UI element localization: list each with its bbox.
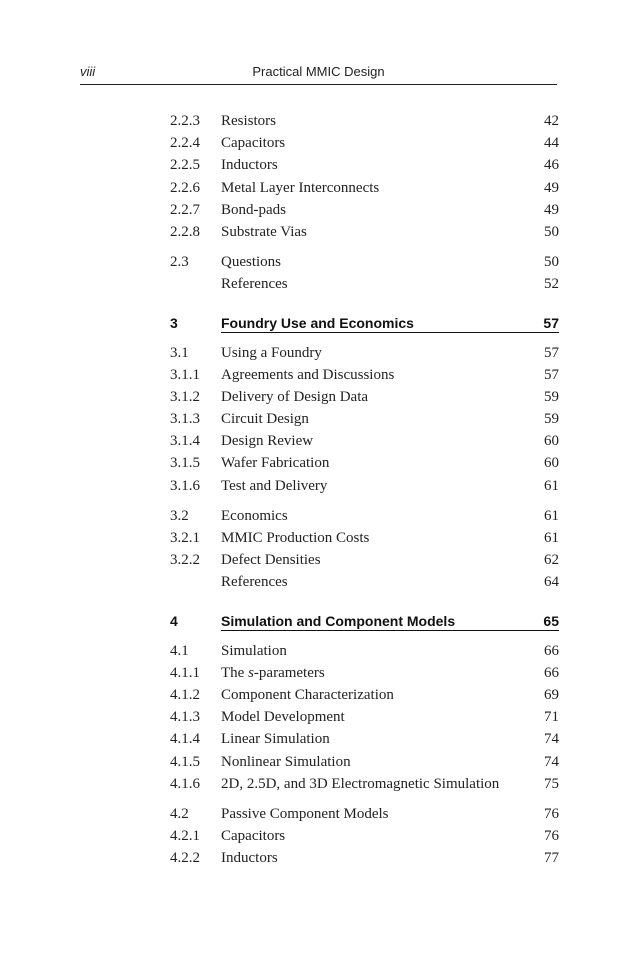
page-number: 60	[544, 433, 559, 450]
section-number: 2.2.7	[170, 201, 200, 218]
page-number: 61	[544, 477, 559, 494]
section-title: Test and Delivery	[221, 477, 328, 494]
page-number: 50	[544, 254, 559, 271]
section-number: 2.2.4	[170, 135, 200, 152]
section-number: 3.1.1	[170, 366, 200, 383]
section-title: Using a Foundry	[221, 344, 322, 361]
page-number: 44	[544, 135, 559, 152]
toc-entry	[170, 662, 559, 684]
section-title: References	[221, 276, 288, 293]
page-number: 57	[544, 366, 559, 383]
section-title	[221, 662, 325, 684]
section-title: Inductors	[221, 157, 278, 174]
page-number: 49	[544, 179, 559, 196]
toc-entry	[170, 221, 559, 243]
page-number: 77	[544, 850, 559, 867]
section-number: 3.1.5	[170, 455, 200, 472]
section-title: Design Review	[221, 433, 314, 450]
section-title: Agreements and Discussions	[221, 366, 395, 383]
section-number: 3.2.2	[170, 552, 200, 569]
page-number: 71	[544, 709, 559, 726]
section-number: 4.1.4	[170, 731, 200, 748]
section-number: 4.2	[170, 805, 189, 822]
toc-entry	[170, 452, 559, 474]
toc-entry	[170, 342, 559, 364]
section-title: Metal Layer Interconnects	[221, 179, 380, 196]
page-number: 64	[544, 574, 559, 591]
toc-entry	[170, 110, 559, 132]
section-number: 4.1.6	[170, 775, 200, 792]
toc-entry	[170, 825, 559, 847]
page-number: 76	[544, 828, 559, 845]
toc-entry	[170, 430, 559, 452]
section-title: Wafer Fabrication	[221, 455, 330, 472]
toc-entry	[170, 154, 559, 176]
section-title: Simulation	[221, 642, 287, 659]
page-number: 62	[544, 552, 559, 569]
page-number: 61	[544, 507, 559, 524]
chapter-number: 3	[170, 314, 178, 331]
section-number: 4.1.1	[170, 664, 200, 681]
toc-entry	[170, 505, 559, 527]
section-number: 3.1.3	[170, 411, 200, 428]
section-title: References	[221, 574, 288, 591]
section-title: Circuit Design	[221, 411, 309, 428]
page-number: 59	[544, 388, 559, 405]
toc-entry	[170, 386, 559, 408]
page-number: 76	[544, 805, 559, 822]
chapter-page-number: 65	[543, 612, 559, 629]
toc-entry	[170, 177, 559, 199]
section-number: 3.1.6	[170, 477, 200, 494]
toc-entry	[170, 408, 559, 430]
section-number: 3.1	[170, 344, 189, 361]
section-number: 2.2.5	[170, 157, 200, 174]
section-number: 2.2.6	[170, 179, 200, 196]
toc-entry	[170, 773, 559, 795]
running-header	[80, 62, 557, 85]
section-title: 2D, 2.5D, and 3D Electromagnetic Simulation	[221, 775, 500, 792]
toc-entry	[170, 364, 559, 386]
section-title: Passive Component Models	[221, 805, 389, 822]
section-number: 3.2.1	[170, 530, 200, 546]
section-title: Questions	[221, 254, 281, 271]
page-number: 74	[544, 753, 559, 770]
section-title: Capacitors	[221, 135, 286, 152]
section-number: 3.1.4	[170, 433, 200, 450]
section-number: 3.1.2	[170, 388, 200, 405]
section-title: Resistors	[221, 113, 277, 129]
toc-entry	[170, 132, 559, 154]
section-title: Delivery of Design Data	[221, 388, 369, 405]
title-suffix: -parameters	[253, 664, 325, 681]
title-italic-s: s	[248, 664, 254, 681]
running-title: Practical MMIC Design	[252, 64, 385, 79]
page-number: 49	[544, 201, 559, 218]
toc-entry	[170, 728, 559, 750]
page-number: 66	[544, 642, 559, 659]
title-prefix: The	[221, 664, 249, 681]
page-number: 61	[544, 530, 559, 546]
toc-entry	[170, 527, 559, 549]
section-title: MMIC Production Costs	[221, 530, 370, 546]
table-of-contents	[170, 110, 559, 869]
chapter-title: Simulation and Component Models	[221, 612, 456, 629]
chapter-title: Foundry Use and Economics	[221, 314, 414, 331]
toc-entry	[170, 571, 559, 593]
section-number: 2.2.3	[170, 113, 200, 129]
section-title: Defect Densities	[221, 552, 321, 569]
chapter-heading	[170, 610, 559, 632]
section-number: 4.1	[170, 642, 189, 659]
chapter-rule	[221, 332, 559, 333]
chapter-number: 4	[170, 612, 178, 629]
section-title: Capacitors	[221, 828, 286, 845]
toc-entry	[170, 251, 559, 273]
section-title: Bond-pads	[221, 201, 286, 218]
section-title: Substrate Vias	[221, 223, 307, 240]
toc-entry	[170, 706, 559, 728]
page-number: 60	[544, 455, 559, 472]
toc-entry	[170, 475, 559, 497]
section-title: Linear Simulation	[221, 731, 330, 748]
page-number: 74	[544, 731, 559, 748]
section-number: 4.2.1	[170, 828, 200, 845]
toc-entry	[170, 640, 559, 662]
section-title: Inductors	[221, 850, 278, 867]
page-number: 42	[544, 113, 559, 129]
chapter-rule	[221, 630, 559, 631]
toc-entry	[170, 684, 559, 706]
section-number: 2.2.8	[170, 223, 200, 240]
section-number: 4.2.2	[170, 850, 200, 867]
page-folio: viii	[80, 64, 96, 79]
toc-entry	[170, 803, 559, 825]
toc-entry	[170, 273, 559, 295]
page-number: 52	[544, 276, 559, 293]
page-number: 66	[544, 664, 559, 681]
chapter-heading	[170, 312, 559, 334]
page-number: 59	[544, 411, 559, 428]
section-number: 4.1.3	[170, 709, 200, 726]
section-number: 4.1.2	[170, 686, 200, 703]
section-title: Economics	[221, 507, 288, 524]
toc-entry	[170, 751, 559, 773]
section-number: 3.2	[170, 507, 189, 524]
section-title: Model Development	[221, 709, 345, 726]
toc-entry	[170, 549, 559, 571]
page-number: 57	[544, 344, 559, 361]
page-number: 69	[544, 686, 559, 703]
chapter-page-number: 57	[543, 314, 559, 331]
toc-entry	[170, 847, 559, 869]
section-number: 2.3	[170, 254, 189, 271]
toc-entry	[170, 199, 559, 221]
section-number: 4.1.5	[170, 753, 200, 770]
page-number: 75	[544, 775, 559, 792]
page-number: 46	[544, 157, 559, 174]
section-title: Nonlinear Simulation	[221, 753, 351, 770]
section-title: Component Characterization	[221, 686, 394, 703]
page-number: 50	[544, 223, 559, 240]
